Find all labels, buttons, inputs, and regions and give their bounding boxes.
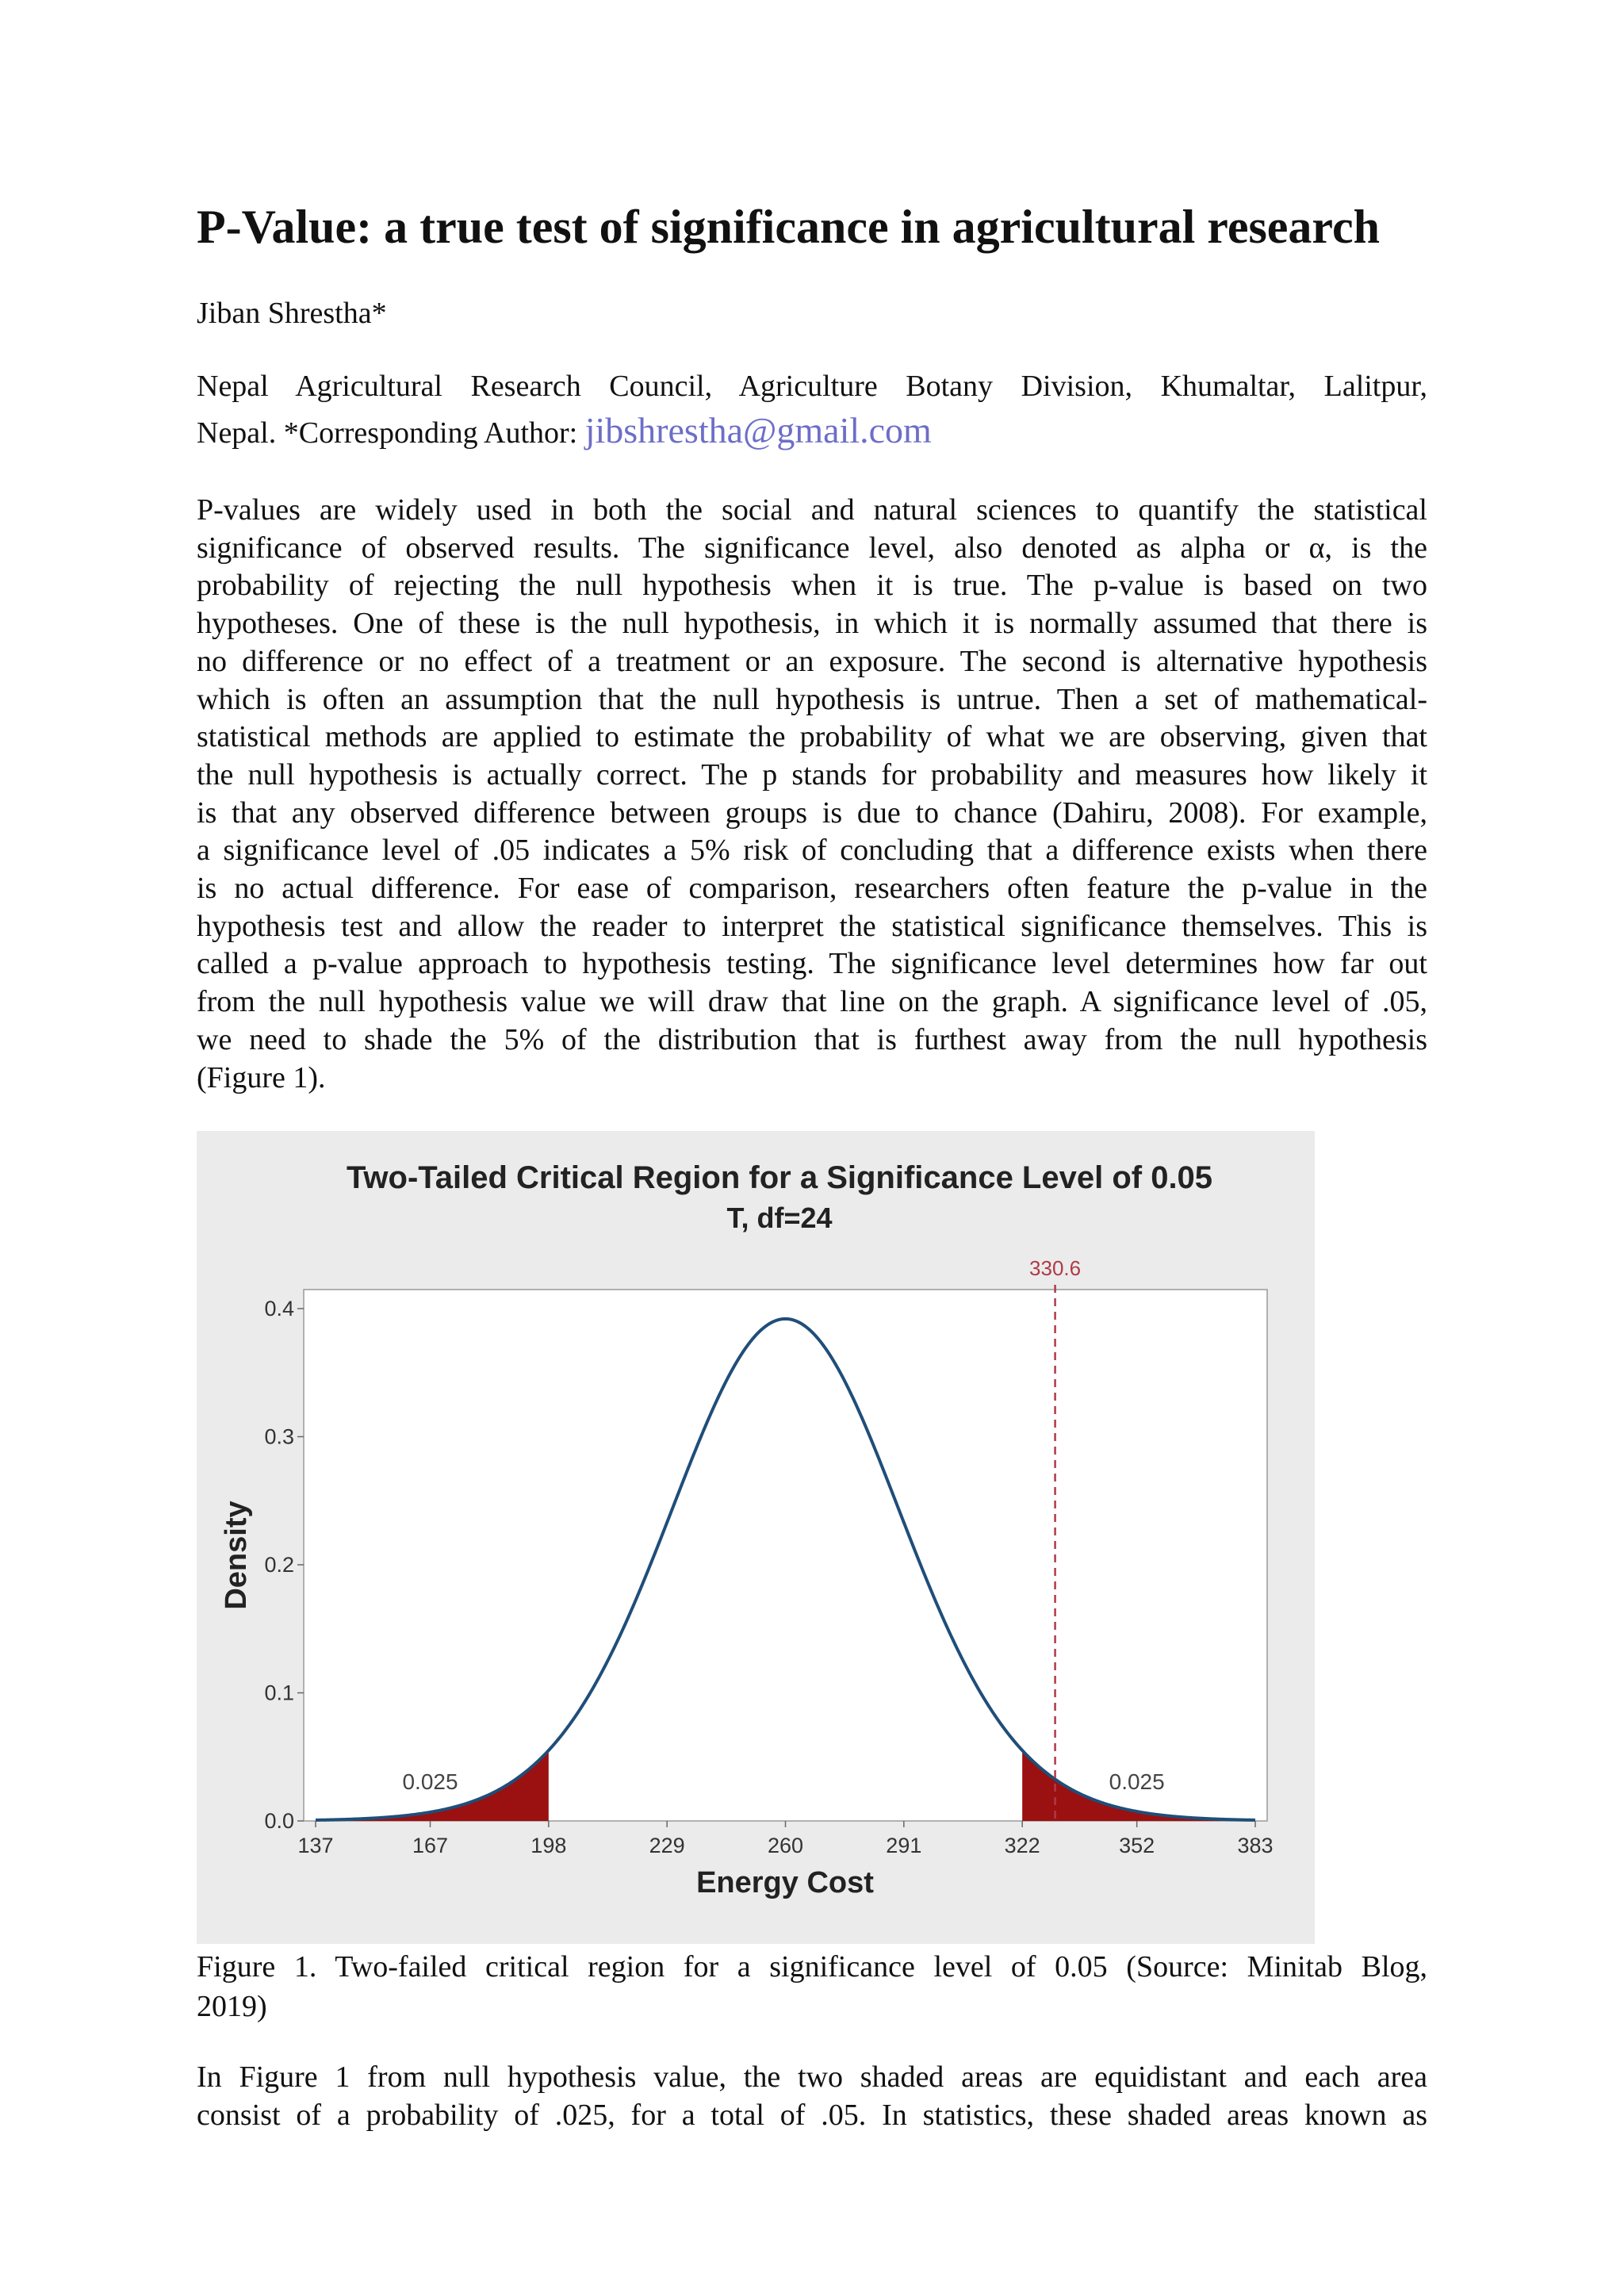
y-tick-label: 0.1 [264,1681,294,1705]
paragraph-1-line: from the null hypothesis value we will draw that line on the graph. A significance level of .05, [197,985,1427,1019]
paragraph-2-line: In Figure 1 from null hypothesis value, the two shaded areas are equidistant and each area [197,2060,1427,2094]
x-tick-label: 198 [530,1834,567,1857]
x-tick-label: 322 [1004,1834,1040,1857]
paragraph-2-line: consist of a probability of .025, for a total of .05. In statistics, these shaded areas known as [197,2098,1427,2132]
caption-line-1: Figure 1. Two-failed critical region for a significance level of 0.05 (Source: Minitab Blog, [197,1950,1427,1984]
paragraph-1-line: probability of rejecting the null hypothesis when it is true. The p-value is based on two [197,569,1427,603]
affiliation [197,365,1427,455]
reference-line-label: 330.6 [1029,1256,1082,1280]
paragraph-1-line: called a p-value approach to hypothesis testing. The significance level determines how far out [197,947,1427,981]
critical-region-chart [197,1131,1315,1944]
affiliation-line-2: Nepal. *Corresponding Author: [197,416,585,450]
y-tick-label: 0.0 [264,1809,294,1833]
x-axis-label: Energy Cost [696,1866,874,1899]
x-tick-label: 352 [1119,1834,1155,1857]
affiliation-line-1: Nepal Agricultural Research Council, Agriculture Botany Division, Khumaltar, Lalitpur, [197,370,1427,403]
x-tick-label: 229 [649,1834,685,1857]
figure-1 [197,1131,1315,1944]
paragraph-1-line: a significance level of .05 indicates a 5% risk of concluding that a difference exists when there [197,834,1427,868]
x-tick-label: 291 [886,1834,922,1857]
x-tick-label: 383 [1237,1834,1274,1857]
y-tick-label: 0.2 [264,1553,294,1577]
body-paragraph-1 [197,492,1427,1097]
figure-caption [197,1947,1427,2026]
x-tick-label: 167 [412,1834,449,1857]
x-tick-label: 260 [767,1834,804,1857]
paragraph-1-line: which is often an assumption that the null hypothesis is untrue. Then a set of mathematical- [197,682,1427,716]
paragraph-1-line: is no actual difference. For ease of comparison, researchers often feature the p-value in the [197,872,1427,906]
paragraph-1-line: significance of observed results. The significance level, also denoted as alpha or α, is the [197,531,1427,565]
paragraph-1-line: P-values are widely used in both the social and natural sciences to quantify the statistical [197,493,1427,527]
paragraph-1-line: hypotheses. One of these is the null hypothesis, in which it is normally assumed that there is [197,607,1427,641]
paper-title: P-Value: a true test of significance in agricultural research [197,201,1380,253]
y-tick-label: 0.3 [264,1424,294,1449]
caption-line-2: 2019) [197,1990,267,2023]
paragraph-1-line: (Figure 1). [197,1060,326,1094]
paragraph-1-line: the null hypothesis is actually correct. The p stands for probability and measures how likely it [197,757,1427,792]
body-paragraph-2 [197,2059,1427,2134]
author-email-link[interactable]: jibshrestha@gmail.com [584,410,932,450]
paragraph-1-line: hypothesis test and allow the reader to interpret the statistical significance themselves. This is [197,909,1427,943]
chart-subtitle: T, df=24 [726,1202,833,1234]
author-name: Jiban Shrestha* [197,297,387,330]
right-tail-probability-label: 0.025 [1109,1769,1165,1794]
paragraph-1-line: statistical methods are applied to estimate the probability of what we are observing, given that [197,720,1427,754]
y-axis-label: Density [220,1501,253,1610]
paragraph-1-line: is that any observed difference between groups is due to chance (Dahiru, 2008). For example, [197,795,1427,830]
paragraph-1-line: we need to shade the 5% of the distribution that is furthest away from the null hypothesis [197,1022,1427,1056]
paragraph-1-line: no difference or no effect of a treatment or an exposure. The second is alternative hypothesis [197,644,1427,678]
plot-area [304,1290,1267,1821]
y-tick-label: 0.4 [264,1297,294,1320]
x-tick-label: 137 [297,1834,334,1857]
left-tail-probability-label: 0.025 [402,1769,458,1794]
chart-title: Two-Tailed Critical Region for a Significance Level of 0.05 [346,1160,1213,1195]
